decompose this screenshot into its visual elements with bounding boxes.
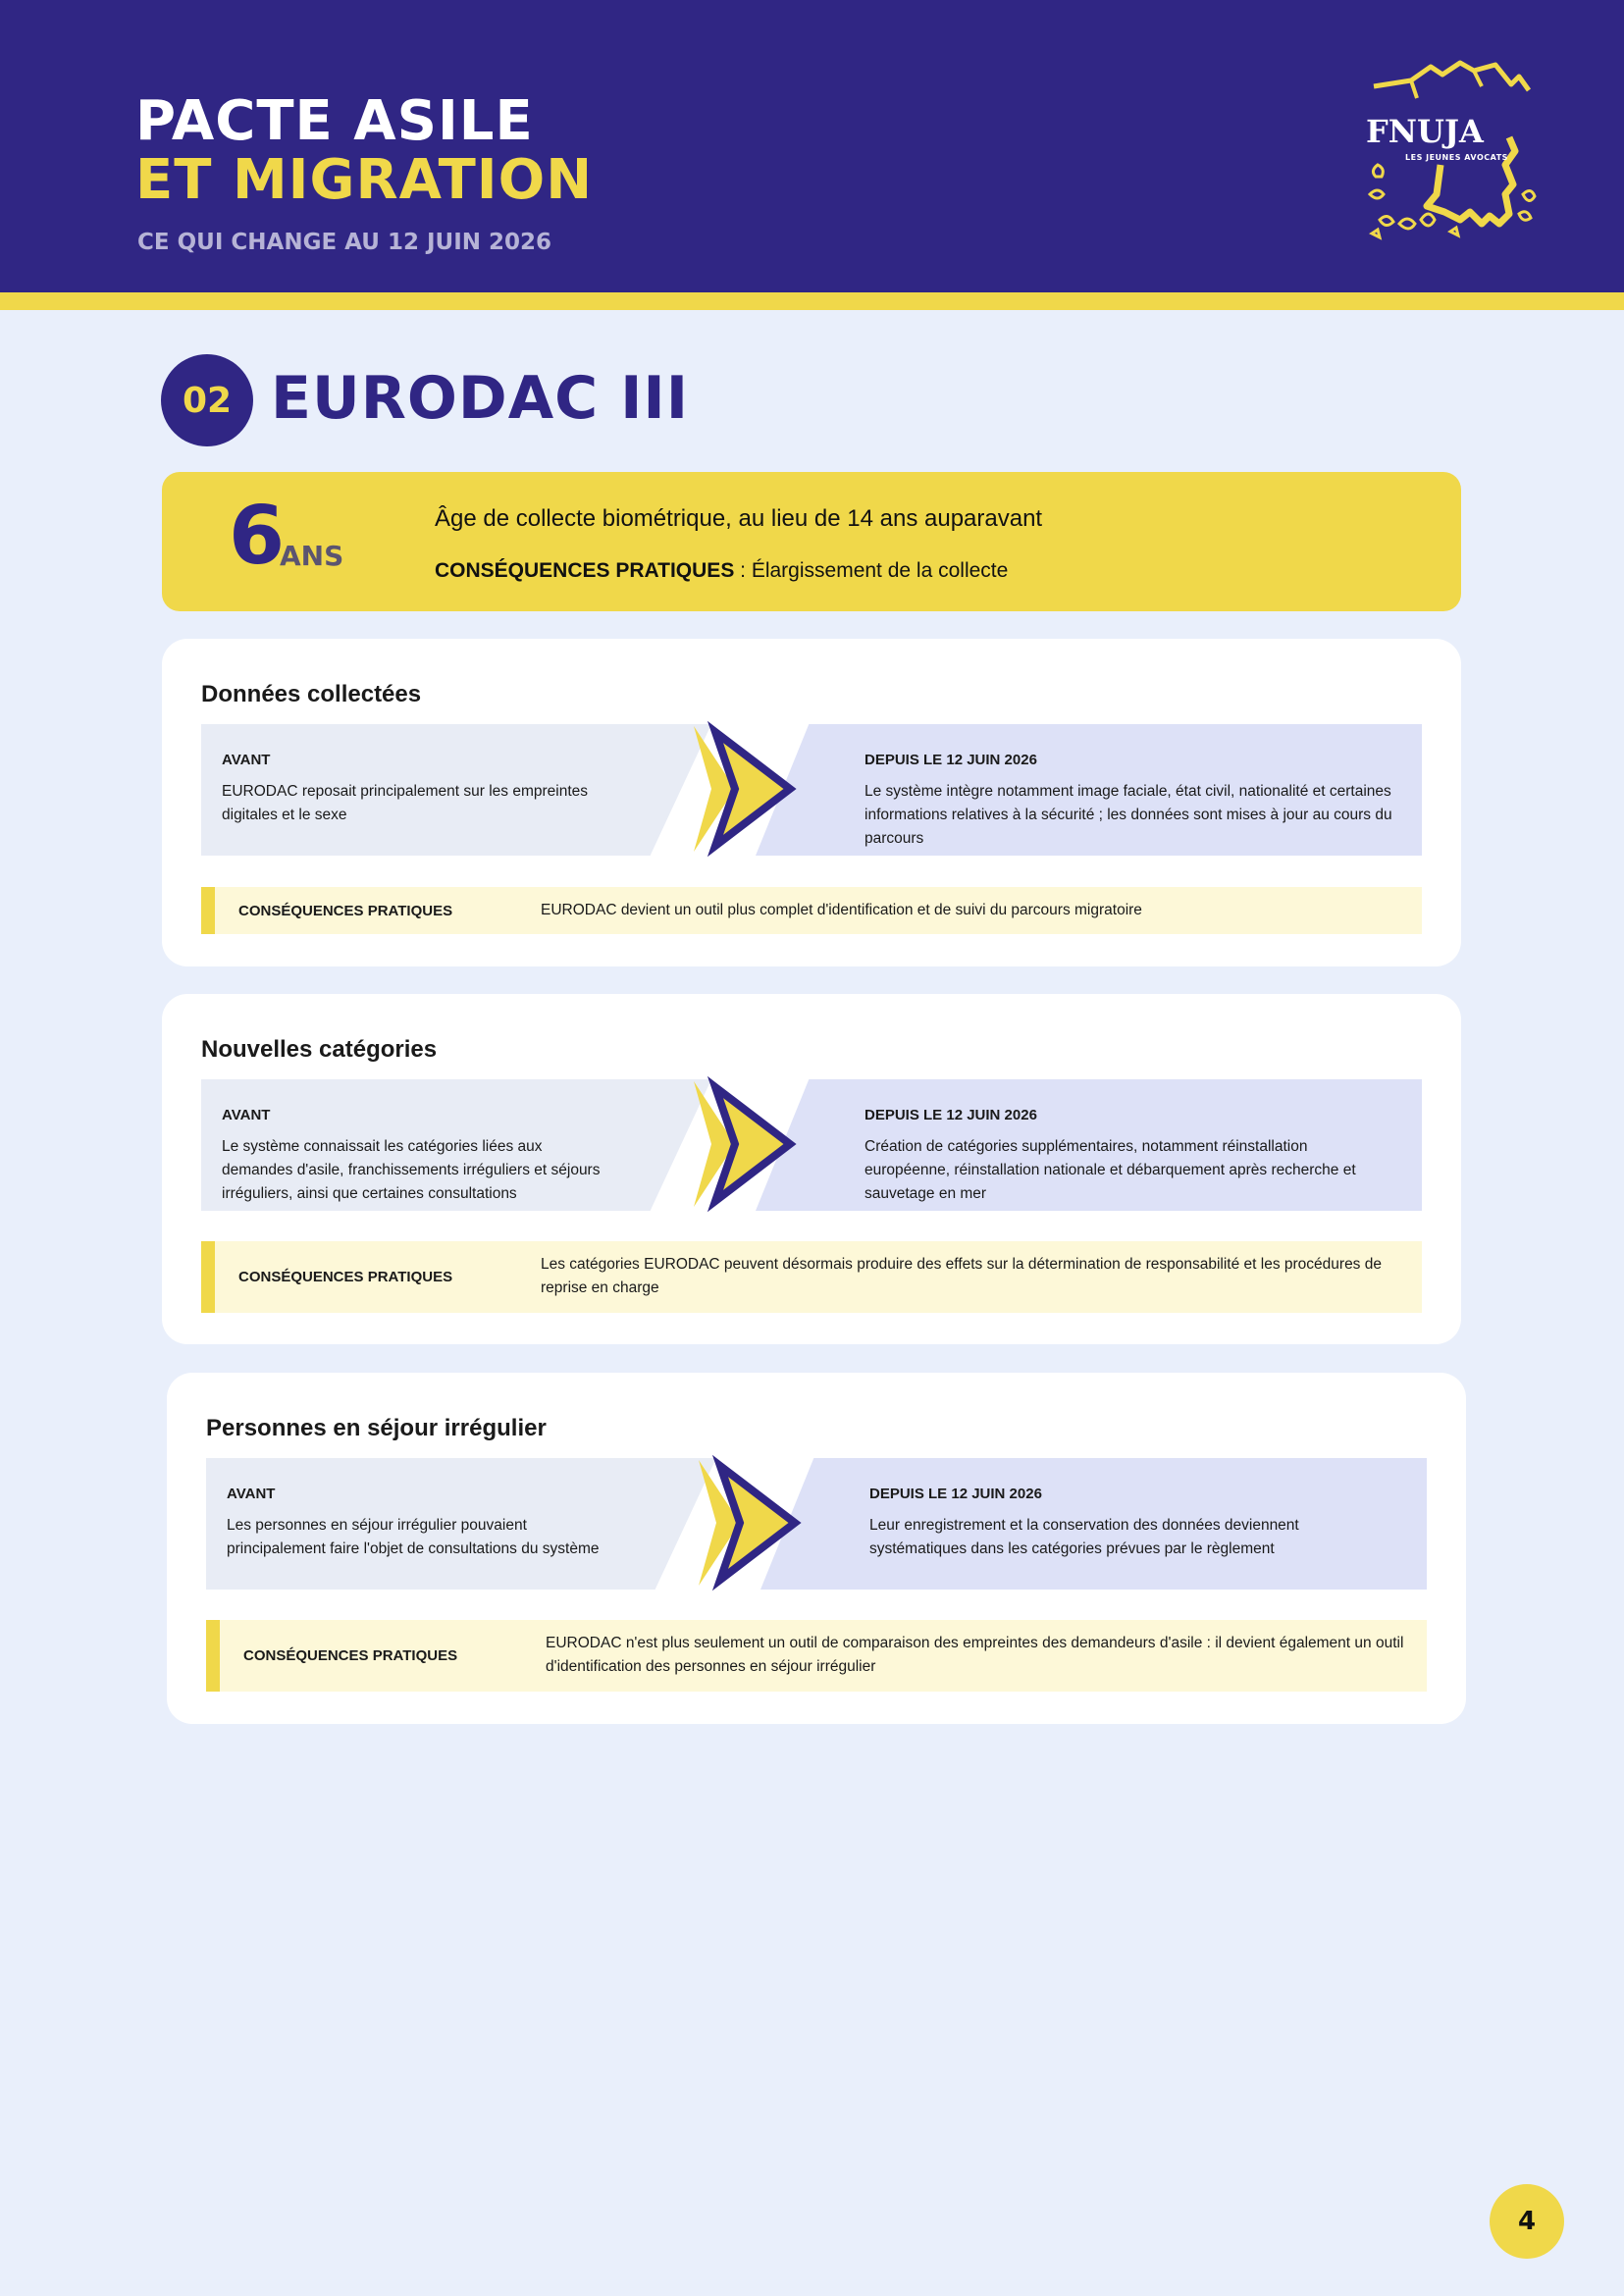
document-subtitle: CE QUI CHANGE AU 12 JUIN 2026	[137, 230, 552, 255]
after-label: DEPUIS LE 12 JUIN 2026	[869, 1486, 1042, 1502]
after-text: Le système intègre notamment image faciale, état civil, nationalité et certaines informations relatives à la sécurité ; les données sont mises à jour au cours du parcours	[864, 783, 1392, 847]
card-title: Personnes en séjour irrégulier	[206, 1415, 547, 1441]
before-text: Le système connaissait les catégories liées aux demandes d'asile, franchissements irréguliers et séjours irréguliers, ainsi que certaines consultations	[222, 1138, 601, 1202]
consequences-text: Les catégories EURODAC peuvent désormais produire des effets sur la détermination de responsabilité et les procédures de reprise en charge	[541, 1256, 1382, 1296]
transition-arrow-icon	[687, 1452, 807, 1593]
after-text: Leur enregistrement et la conservation des données deviennent systématiques dans les catégories prévues par le règlement	[869, 1517, 1299, 1557]
before-text: EURODAC reposait principalement sur les empreintes digitales et le sexe	[222, 783, 589, 823]
transition-arrow-icon	[682, 1073, 802, 1215]
card-title: Nouvelles catégories	[201, 1036, 438, 1063]
document-title-line2: ET MIGRATION	[135, 148, 594, 212]
key-figure-value: 6	[229, 490, 286, 583]
key-figure-consequences-label: CONSÉQUENCES PRATIQUES	[435, 559, 735, 582]
key-figure-box	[162, 472, 1461, 611]
key-figure-unit: ANS	[280, 540, 344, 572]
consequences-label: CONSÉQUENCES PRATIQUES	[238, 1269, 453, 1285]
before-label: AVANT	[227, 1486, 276, 1502]
before-label: AVANT	[222, 1107, 271, 1123]
consequences-label: CONSÉQUENCES PRATIQUES	[238, 903, 453, 919]
key-figure-consequences	[435, 560, 1008, 581]
section-number-badge: 02	[161, 354, 253, 446]
document-title-line1: PACTE ASILE	[135, 89, 534, 153]
consequences-label: CONSÉQUENCES PRATIQUES	[243, 1647, 458, 1664]
after-text: Création de catégories supplémentaires, notamment réinstallation européenne, réinstallation nationale et débarquement après recherche et sauvetage en mer	[864, 1138, 1356, 1202]
comparison-card-donnees	[162, 639, 1461, 966]
page-number-badge: 4	[1490, 2184, 1564, 2259]
consequences-text: EURODAC devient un outil plus complet d'identification et de suivi du parcours migratoire	[541, 902, 1142, 918]
consequences-bar	[201, 1241, 1422, 1313]
header-stripe	[0, 292, 1624, 310]
consequences-accent	[206, 1620, 220, 1692]
consequences-accent	[201, 887, 215, 934]
consequences-text: EURODAC n'est plus seulement un outil de comparaison des empreintes des demandeurs d'asile : il devient également un outil d'identification des personnes en séjour irrégulier	[546, 1635, 1404, 1675]
section-title: EURODAC III	[271, 364, 690, 433]
comparison-card-sejour-irregulier	[167, 1373, 1466, 1724]
consequences-bar	[206, 1620, 1427, 1692]
before-label: AVANT	[222, 752, 271, 768]
comparison-card-categories	[162, 994, 1461, 1344]
after-label: DEPUIS LE 12 JUIN 2026	[864, 752, 1037, 768]
logo-wordmark: FNUJA	[1366, 113, 1484, 150]
after-label: DEPUIS LE 12 JUIN 2026	[864, 1107, 1037, 1123]
card-title: Données collectées	[201, 681, 422, 707]
transition-arrow-icon	[682, 718, 802, 860]
before-text: Les personnes en séjour irrégulier pouvaient principalement faire l'objet de consultations du système	[227, 1517, 600, 1557]
key-figure-consequences-text: : Élargissement de la collecte	[734, 559, 1009, 582]
consequences-bar	[201, 887, 1422, 934]
key-figure-description: Âge de collecte biométrique, au lieu de 14 ans auparavant	[435, 505, 1043, 532]
logo-tagline: LES JEUNES AVOCATS	[1405, 153, 1508, 162]
consequences-accent	[201, 1241, 215, 1313]
